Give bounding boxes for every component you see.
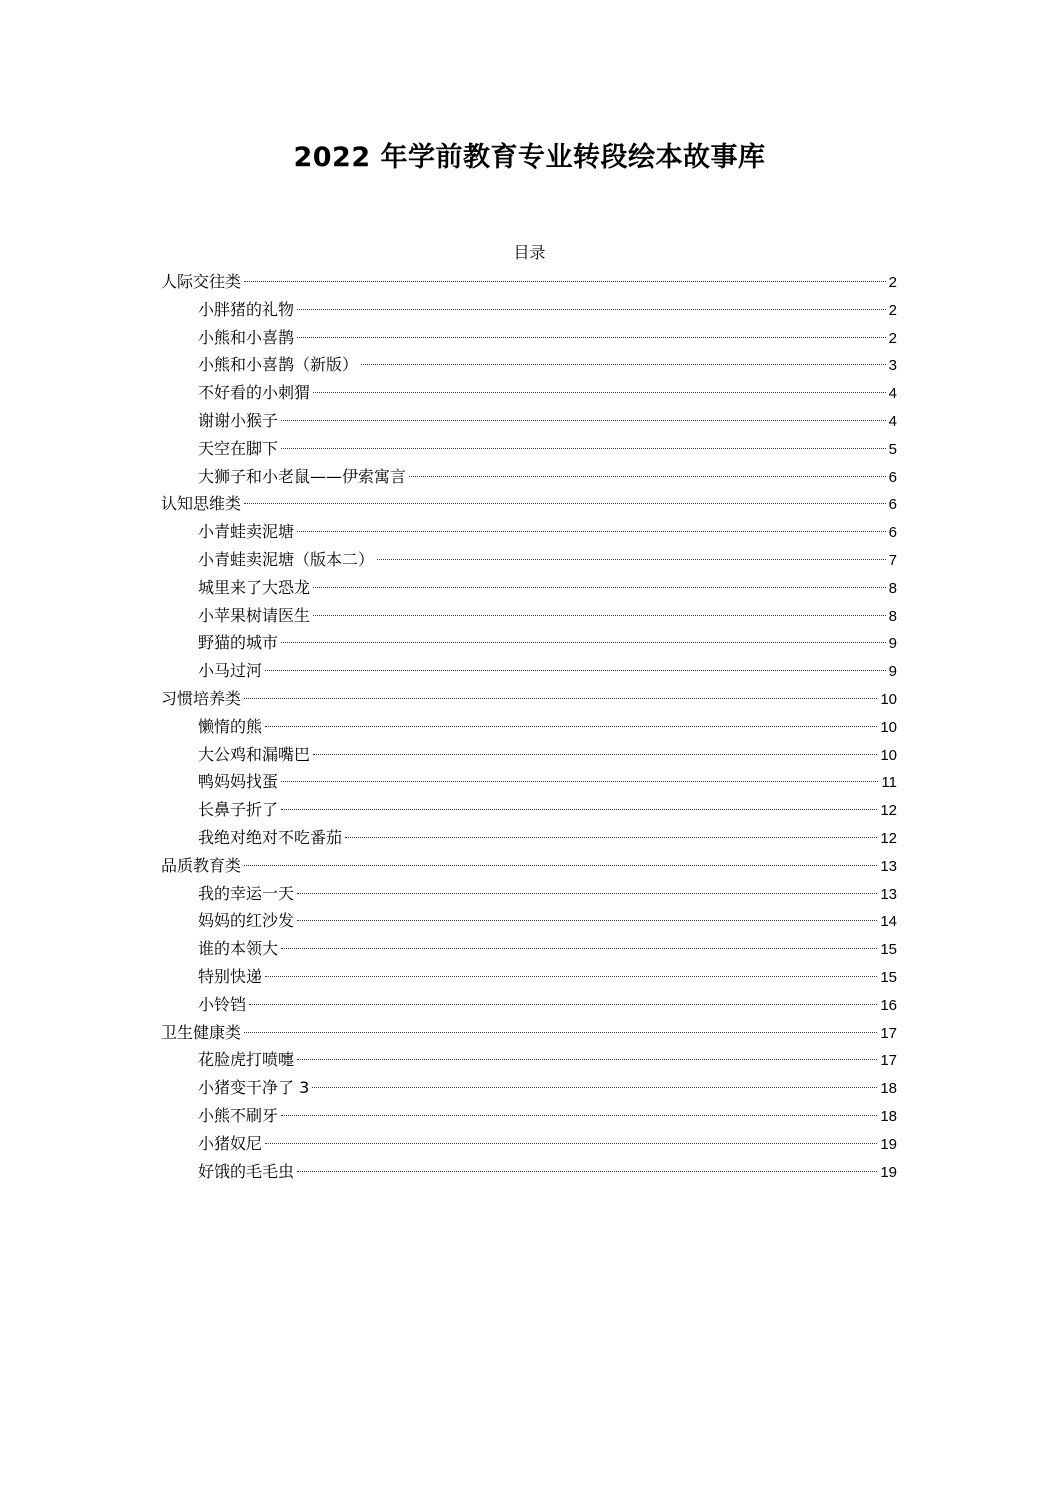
toc-story-entry[interactable] [161,629,897,657]
toc-entry-label: 懒惰的熊 [198,716,263,736]
toc-story-entry[interactable] [161,741,897,769]
toc-story-entry[interactable] [161,796,897,824]
toc-page-number: 6 [888,496,897,514]
toc-dot-leader [244,1032,877,1033]
toc-story-entry[interactable] [161,935,897,963]
toc-dot-leader [297,1059,877,1060]
toc-entry-label: 习惯培养类 [161,688,242,708]
toc-story-entry[interactable] [161,546,897,574]
toc-entry-label: 城里来了大恐龙 [198,577,311,597]
toc-entry-label: 好饿的毛毛虫 [198,1161,295,1181]
toc-story-entry[interactable] [161,463,897,491]
toc-entry-label: 小苹果树请医生 [198,605,311,625]
toc-dot-leader [297,920,877,921]
toc-page-number: 2 [888,274,897,291]
toc-story-entry[interactable] [161,435,897,463]
toc-page-number: 19 [880,1135,897,1153]
toc-story-entry[interactable] [161,602,897,630]
toc-page-number: 15 [880,968,897,986]
toc-page-number: 17 [880,1052,897,1070]
toc-page-number: 13 [880,885,897,903]
toc-dot-leader [281,420,886,421]
toc-entry-label: 天空在脚下 [198,438,279,458]
toc-entry-label: 鸭妈妈找蛋 [198,772,279,792]
toc-page-number: 3 [888,357,897,375]
toc-dot-leader [281,781,878,782]
toc-page-number: 11 [881,774,897,792]
toc-story-entry[interactable] [161,824,897,852]
toc-page-number: 16 [880,996,897,1014]
toc-entry-label: 妈妈的红沙发 [198,911,295,931]
toc-dot-leader [297,531,886,532]
toc-entry-label: 小青蛙卖泥塘 [198,522,295,542]
toc-story-entry[interactable] [161,296,897,324]
toc-entry-label: 小熊和小喜鹊（新版） [198,355,359,375]
toc-story-entry[interactable] [161,880,897,908]
toc-page-number: 4 [888,412,897,430]
document-title: 2022 年学前教育专业转段绘本故事库 [293,142,766,173]
toc-story-entry[interactable] [161,574,897,602]
toc-dot-leader [265,726,877,727]
toc-page-number: 8 [888,607,897,625]
toc-section-entry[interactable] [161,852,897,880]
toc-page-number: 13 [880,857,897,875]
toc-dot-leader [281,809,877,810]
toc-page-number: 6 [888,468,897,486]
toc-page-number: 5 [888,440,897,458]
toc-page-number: 18 [880,1080,897,1098]
toc-entry-label: 野猫的城市 [198,633,279,653]
toc-entry-label: 小熊和小喜鹊 [198,327,295,347]
toc-entry-label: 长鼻子折了 [198,800,279,820]
toc-story-entry[interactable] [161,1102,897,1130]
toc-page-number: 10 [880,690,897,708]
toc-entry-label: 大公鸡和漏嘴巴 [198,744,311,764]
toc-section-entry[interactable] [161,1019,897,1047]
toc-dot-leader [244,865,877,866]
toc-entry-label: 小熊不刷牙 [198,1105,279,1125]
toc-dot-leader [244,503,886,504]
toc-dot-leader [297,309,886,310]
toc-page-number: 9 [888,663,897,681]
toc-heading: 目录 [513,243,546,262]
toc-story-entry[interactable] [161,1130,897,1158]
toc-story-entry[interactable] [161,713,897,741]
toc-story-entry[interactable] [161,963,897,991]
toc-story-entry[interactable] [161,351,897,379]
toc-dot-leader [249,1004,877,1005]
toc-page-number: 7 [888,551,897,569]
toc-story-entry[interactable] [161,407,897,435]
toc-entry-label: 小铃铛 [198,994,247,1014]
toc-page-number: 9 [888,635,897,653]
toc-page-number: 12 [880,829,897,847]
toc-dot-leader [297,1171,877,1172]
toc-entry-label: 花脸虎打喷嚏 [198,1050,295,1070]
toc-entry-label: 卫生健康类 [161,1022,242,1042]
toc-page-number: 14 [880,913,897,931]
toc-page-number: 4 [888,385,897,403]
toc-entry-label: 小猪变干净了 3 [198,1078,310,1098]
toc-entry-label: 小马过河 [198,661,263,681]
toc-dot-leader [244,698,877,699]
toc-story-entry[interactable] [161,1158,897,1186]
toc-dot-leader [265,976,877,977]
toc-dot-leader [265,1143,877,1144]
toc-entry-label: 不好看的小刺猬 [198,383,311,403]
toc-page-number: 8 [888,579,897,597]
toc-dot-leader [313,587,886,588]
toc-page-number: 12 [880,802,897,820]
toc-story-entry[interactable] [161,991,897,1019]
toc-entry-label: 小青蛙卖泥塘（版本二） [198,549,375,569]
toc-page-number: 2 [888,329,897,347]
toc-page-number: 10 [880,746,897,764]
toc-page-number: 15 [880,941,897,959]
toc-page-number: 19 [880,1163,897,1181]
toc-page-number: 6 [888,524,897,542]
toc-dot-leader [281,948,877,949]
toc-section-entry[interactable] [161,490,897,518]
toc-section-entry[interactable] [161,268,897,296]
toc-dot-leader [377,559,886,560]
toc-story-entry[interactable] [161,907,897,935]
toc-dot-leader [281,448,886,449]
toc-dot-leader [313,615,886,616]
toc-entry-label: 认知思维类 [161,494,242,514]
toc-entry-label: 我的幸运一天 [198,883,295,903]
toc-dot-leader [265,670,886,671]
toc-entry-label: 谁的本领大 [198,939,279,959]
toc-section-entry[interactable] [161,685,897,713]
toc-dot-leader [313,754,877,755]
toc-story-entry[interactable] [161,379,897,407]
toc-story-entry[interactable] [161,1074,897,1102]
toc-entry-label: 谢谢小猴子 [198,410,279,430]
toc-dot-leader [312,1087,877,1088]
toc-story-entry[interactable] [161,657,897,685]
toc-story-entry[interactable] [161,518,897,546]
toc-entry-label: 品质教育类 [161,855,242,875]
toc-story-entry[interactable] [161,768,897,796]
table-of-contents [161,268,897,1185]
toc-dot-leader [345,837,877,838]
toc-story-entry[interactable] [161,324,897,352]
toc-entry-label: 小猪奴尼 [198,1133,263,1153]
toc-dot-leader [297,893,877,894]
toc-dot-leader [409,476,886,477]
toc-entry-label: 小胖猪的礼物 [198,299,295,319]
toc-page-number: 17 [880,1024,897,1042]
toc-dot-leader [244,281,886,282]
toc-page-number: 10 [880,718,897,736]
toc-entry-label: 人际交往类 [161,272,242,291]
toc-entry-label: 我绝对绝对不吃番茄 [198,827,343,847]
toc-dot-leader [361,364,886,365]
toc-dot-leader [281,642,886,643]
toc-page-number: 18 [880,1107,897,1125]
toc-dot-leader [313,392,886,393]
toc-page-number: 2 [888,301,897,319]
toc-entry-label: 特别快递 [198,966,263,986]
toc-entry-label: 大狮子和小老鼠——伊索寓言 [198,466,407,486]
toc-story-entry[interactable] [161,1046,897,1074]
toc-dot-leader [297,337,886,338]
toc-dot-leader [281,1115,877,1116]
